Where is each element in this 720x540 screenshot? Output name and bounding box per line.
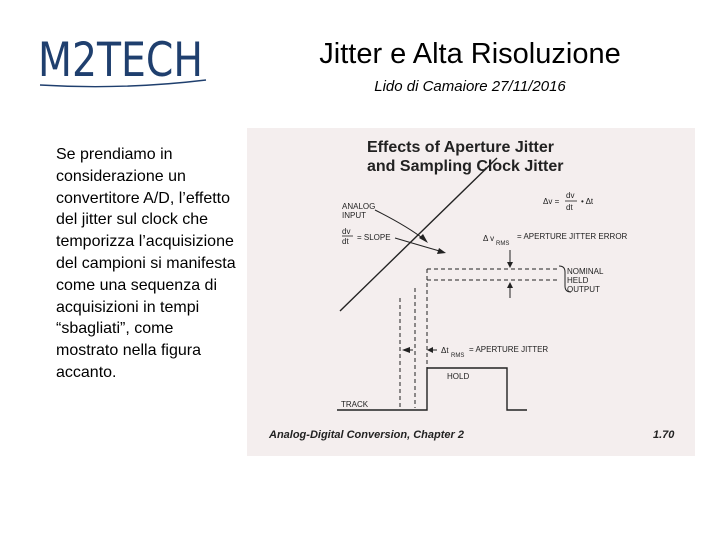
formula-dv: Δv = bbox=[543, 197, 560, 206]
figure-page-number: 1.70 bbox=[653, 429, 675, 441]
dv-rms-delta: Δ v bbox=[483, 234, 495, 243]
aperture-jitter-error-label: = APERTURE JITTER ERROR bbox=[517, 232, 628, 241]
figure-caption: Analog-Digital Conversion, Chapter 2 bbox=[269, 429, 464, 441]
aperture-jitter-label: = APERTURE JITTER bbox=[469, 345, 549, 354]
jitter-figure bbox=[247, 128, 695, 456]
dv-rms-sub: RMS bbox=[496, 241, 510, 247]
formula-dv-top: dv bbox=[566, 191, 575, 200]
held-label: HELD bbox=[567, 276, 589, 285]
dt-arrow-left-head bbox=[402, 347, 410, 353]
slide-title: Jitter e Alta Risoluzione bbox=[319, 38, 621, 70]
formula-dt: • Δt bbox=[581, 197, 594, 206]
figure-title-line2: and Sampling Clock Jitter bbox=[367, 158, 564, 175]
slide-subtitle: Lido di Camaiore 27/11/2016 bbox=[374, 78, 566, 95]
dv-arrow-up-head bbox=[507, 282, 513, 288]
analog-input-label-1: ANALOG bbox=[342, 202, 376, 211]
nominal-label: NOMINAL bbox=[567, 267, 604, 276]
dt-arrow-right-head bbox=[427, 347, 433, 353]
analog-input-label-2: INPUT bbox=[342, 211, 366, 220]
slope-dv: dv bbox=[342, 227, 351, 236]
dt-rms-sub: RMS bbox=[451, 353, 465, 359]
slope-arrowhead bbox=[437, 248, 446, 254]
body-paragraph: Se prendiamo in considerazione un convertitore A/D, l’effetto del jitter sul clock che temporizza l’acquisizione del campioni si manifesta come una sequenza di acquisizioni in tempi “sbagliati”, come mostrato nella figura accanto. bbox=[56, 146, 236, 381]
dv-arrow-down-head bbox=[507, 262, 513, 268]
figure-title-line1: Effects of Aperture Jitter bbox=[367, 139, 554, 156]
m2tech-logo bbox=[38, 30, 208, 90]
analog-input-arrowhead bbox=[419, 234, 428, 243]
slope-dt: dt bbox=[342, 237, 349, 246]
hold-label: HOLD bbox=[447, 372, 470, 381]
formula-dt-bottom: dt bbox=[566, 203, 573, 212]
slope-label: = SLOPE bbox=[357, 233, 391, 242]
logo-text: M2TECH bbox=[38, 33, 203, 88]
output-label: OUTPUT bbox=[567, 285, 600, 294]
track-label: TRACK bbox=[341, 400, 369, 409]
dt-rms-delta: Δt bbox=[441, 346, 449, 355]
